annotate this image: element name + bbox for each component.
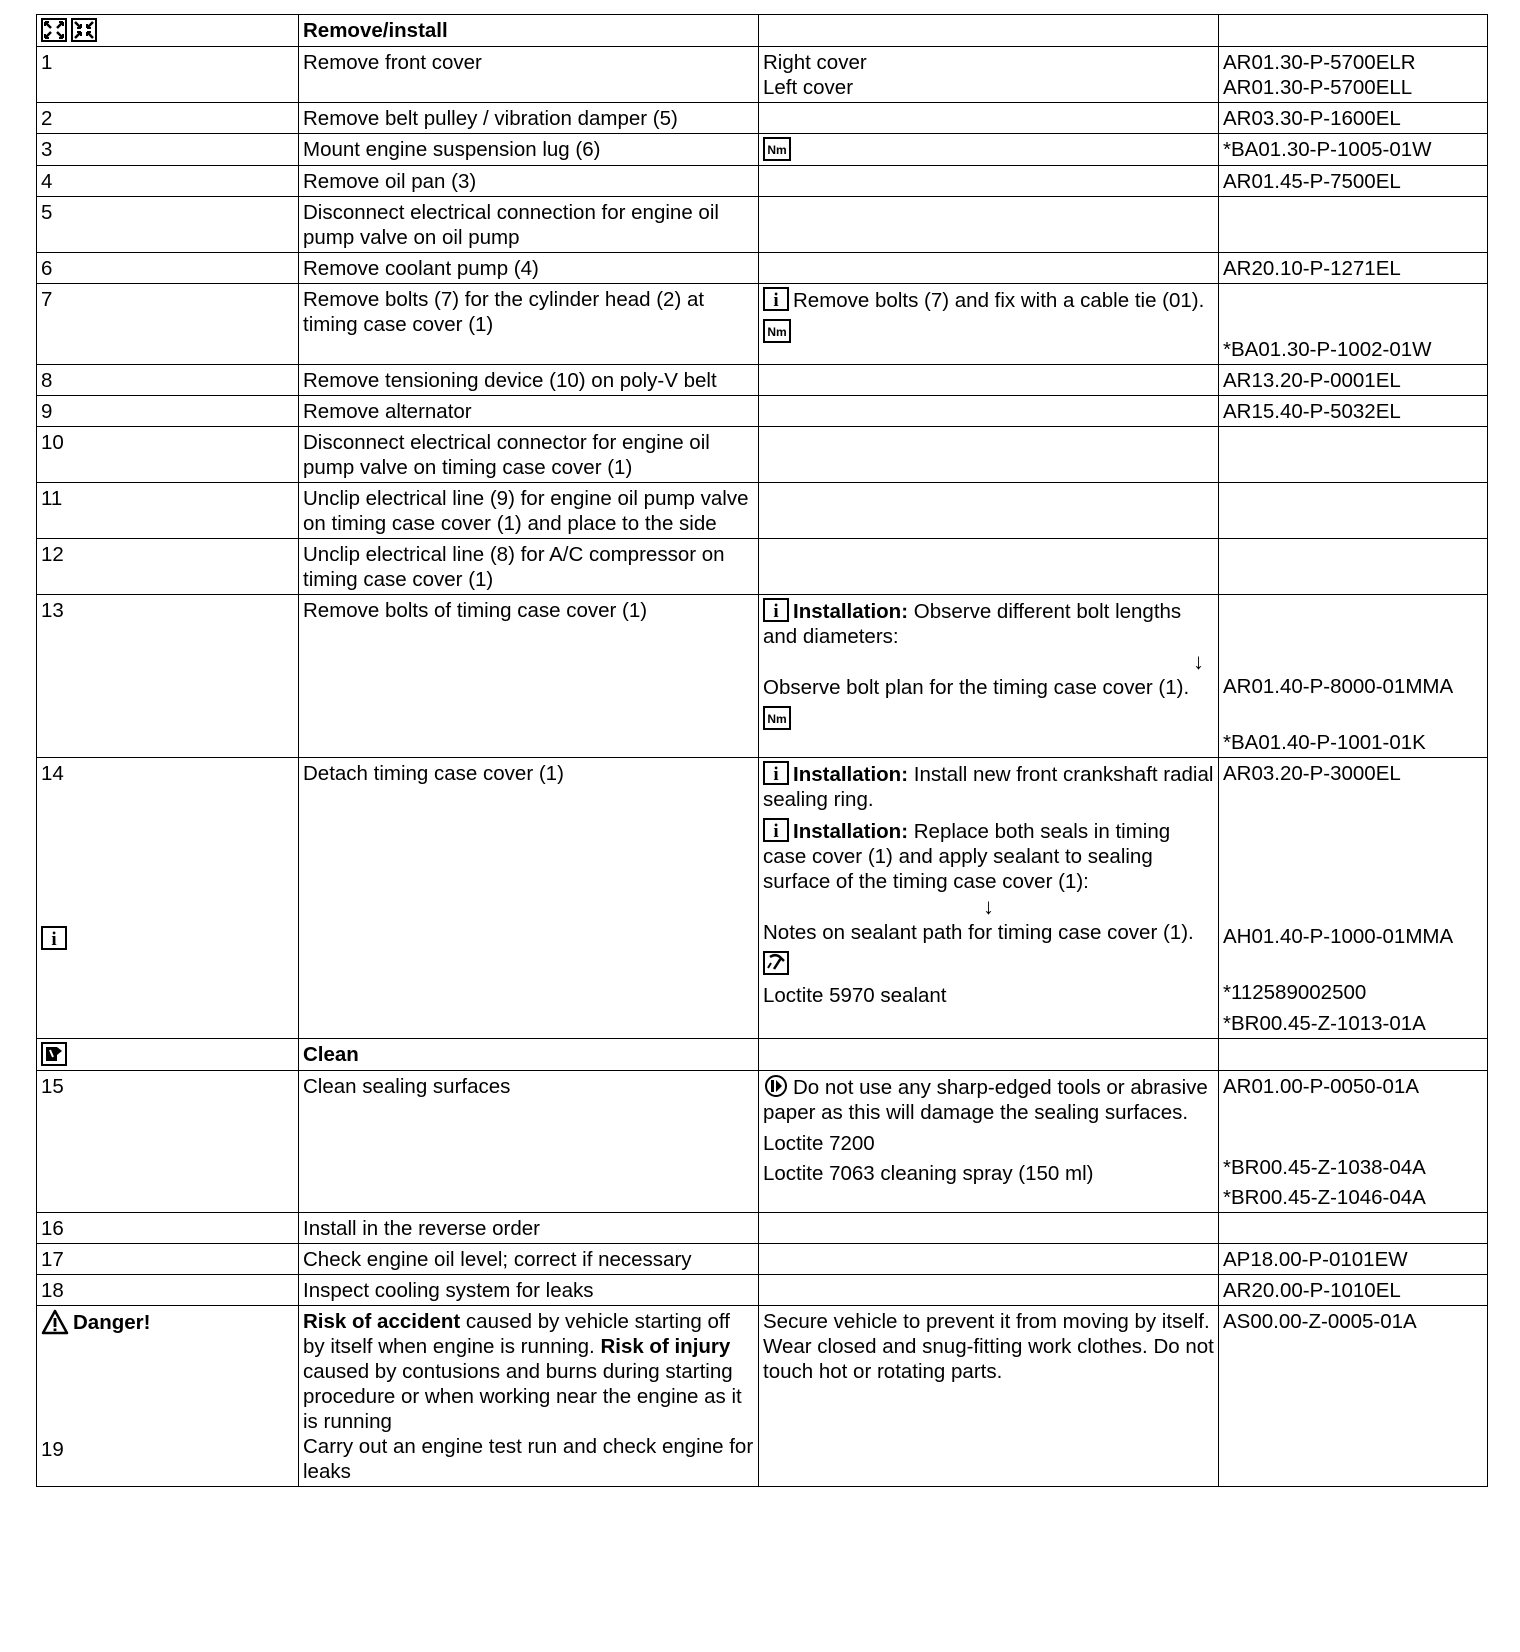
step-number: 10 [37, 427, 299, 483]
table-row [37, 1071, 1488, 1213]
header-icons-cell [37, 15, 299, 47]
table-row [37, 758, 1488, 1039]
note: Remove bolts (7) and fix with a cable tie (01). [793, 289, 1205, 312]
step-text: Unclip electrical line (8) for A/C compressor on timing case cover (1) [299, 539, 759, 595]
step-text: Remove bolts of timing case cover (1) [299, 595, 759, 758]
step-text: Detach timing case cover (1) [299, 758, 759, 1039]
installation-label: Installation: [793, 763, 909, 786]
installation-text: Install new front crankshaft radial sealing ring. [763, 763, 1214, 811]
step-number: 14 [41, 762, 64, 785]
svg-text:i: i [51, 929, 57, 950]
table-row [37, 15, 1488, 47]
reference-link[interactable]: AR20.10-P-1271EL [1219, 253, 1488, 284]
note: Right cover [763, 51, 867, 74]
note: Do not use any sharp-edged tools or abrasive paper as this will damage the sealing surfaces. [763, 1076, 1208, 1124]
safety-measure: Secure vehicle to prevent it from moving by itself. [763, 1310, 1210, 1333]
step-number: 11 [37, 483, 299, 539]
step-number: 7 [37, 284, 299, 365]
procedure-table [36, 14, 1488, 1487]
caution-icon [763, 1074, 789, 1098]
info-icon [763, 761, 789, 785]
step-text: Disconnect electrical connector for engine oil pump valve on timing case cover (1) [299, 427, 759, 483]
step-number: 3 [37, 134, 299, 166]
step-number: 13 [37, 595, 299, 758]
reference-link[interactable]: AR15.40-P-5032EL [1219, 396, 1488, 427]
step-number: 19 [41, 1438, 64, 1461]
installation-label: Installation: [793, 600, 909, 623]
table-row [37, 1306, 1488, 1487]
reference-link[interactable]: *BA01.30-P-1002-01W [1223, 338, 1432, 361]
step-text: Remove oil pan (3) [299, 166, 759, 197]
table-row [37, 427, 1488, 483]
step-number: 6 [37, 253, 299, 284]
step-text: Remove alternator [299, 396, 759, 427]
table-row [37, 284, 1488, 365]
note: Left cover [763, 76, 854, 99]
table-row [37, 134, 1488, 166]
step-number: 2 [37, 103, 299, 134]
install-icon [71, 18, 97, 42]
section-title: Remove/install [299, 15, 759, 47]
torque-nm-icon[interactable] [763, 706, 791, 730]
svg-text:Nm: Nm [767, 712, 787, 726]
reference-link[interactable]: AP18.00-P-0101EW [1219, 1244, 1488, 1275]
step-text: Mount engine suspension lug (6) [299, 134, 759, 166]
step-text: Remove bolts (7) for the cylinder head (2) at timing case cover (1) [299, 284, 759, 365]
sealant-name: Loctite 5970 sealant [763, 984, 947, 1007]
table-row [37, 539, 1488, 595]
safety-measure: Wear closed and snug-fitting work clothes. Do not touch hot or rotating parts. [763, 1335, 1214, 1383]
special-tool-icon[interactable] [763, 951, 789, 975]
reference-link[interactable]: AR03.30-P-1600EL [1219, 103, 1488, 134]
note: Notes on sealant path for timing case cover (1). [763, 921, 1194, 944]
step-text: Unclip electrical line (9) for engine oil pump valve on timing case cover (1) and place to the side [299, 483, 759, 539]
danger-label: Danger! [41, 1309, 150, 1335]
step-text: Remove belt pulley / vibration damper (5) [299, 103, 759, 134]
reference-link[interactable]: *BA01.30-P-1005-01W [1219, 134, 1488, 166]
reference-link[interactable]: *BR00.45-Z-1038-04A [1223, 1156, 1426, 1179]
table-row [37, 103, 1488, 134]
step-number: 8 [37, 365, 299, 396]
cleaning-agent: Loctite 7200 [763, 1132, 875, 1155]
reference-link[interactable]: AR13.20-P-0001EL [1219, 365, 1488, 396]
step-number: 16 [37, 1213, 299, 1244]
svg-text:Nm: Nm [767, 143, 787, 157]
table-row [37, 47, 1488, 103]
table-row [37, 253, 1488, 284]
table-row [37, 396, 1488, 427]
info-icon [763, 287, 789, 311]
svg-text:Nm: Nm [767, 325, 787, 339]
table-row [37, 1275, 1488, 1306]
reference-link[interactable]: *112589002500 [1223, 981, 1367, 1004]
reference-link[interactable]: AR01.45-P-7500EL [1219, 166, 1488, 197]
clean-icon [41, 1042, 67, 1066]
torque-nm-icon[interactable] [763, 319, 791, 343]
step-number: 15 [37, 1071, 299, 1213]
installation-text: Observe different bolt lengths and diameters: [763, 600, 1182, 648]
step-number: 4 [37, 166, 299, 197]
cleaning-agent: Loctite 7063 cleaning spray (150 ml) [763, 1162, 1094, 1185]
reference-link[interactable]: AR01.00-P-0050-01A [1223, 1075, 1420, 1098]
section-title: Clean [299, 1039, 759, 1071]
reference-link[interactable]: *BA01.40-P-1001-01K [1223, 731, 1426, 754]
table-row [37, 166, 1488, 197]
step-text: Remove front cover [299, 47, 759, 103]
info-icon [41, 926, 67, 950]
arrow-down-icon: ↓ [983, 894, 994, 919]
table-row [37, 595, 1488, 758]
reference-link[interactable]: *BR00.45-Z-1013-01A [1223, 1012, 1426, 1035]
installation-text: Replace both seals in timing case cover (1) and apply sealant to sealing surface of the timing case cover (1): [763, 820, 1171, 893]
note: Observe bolt plan for the timing case cover (1). [763, 676, 1190, 699]
table-row [37, 1039, 1488, 1071]
step-text: Remove tensioning device (10) on poly-V belt [299, 365, 759, 396]
remove-icon [41, 18, 67, 42]
table-row [37, 365, 1488, 396]
step-text: Install in the reverse order [299, 1213, 759, 1244]
danger-description: Risk of accident caused by vehicle starting off by itself when engine is running. Risk of injury caused by contusions and burns during starting procedure or when working near the engine as it is running [303, 1310, 742, 1433]
reference-link[interactable]: AR03.20-P-3000EL [1223, 762, 1401, 785]
torque-nm-icon[interactable] [763, 137, 791, 161]
reference-link[interactable]: AR01.30-P-5700ELL [1223, 76, 1413, 99]
reference-link[interactable]: AR01.30-P-5700ELR [1223, 51, 1416, 74]
table-row [37, 483, 1488, 539]
svg-text:i: i [773, 290, 779, 311]
step-number: 17 [37, 1244, 299, 1275]
svg-text:i: i [773, 601, 779, 622]
step-text: Inspect cooling system for leaks [299, 1275, 759, 1306]
reference-link[interactable]: AR01.40-P-8000-01MMA [1223, 675, 1454, 698]
reference-link[interactable]: AR20.00-P-1010EL [1219, 1275, 1488, 1306]
arrow-down-icon: ↓ [1193, 649, 1204, 674]
step-number: 18 [37, 1275, 299, 1306]
reference-link[interactable]: AS00.00-Z-0005-01A [1219, 1306, 1488, 1487]
info-icon [763, 818, 789, 842]
installation-label: Installation: [793, 820, 909, 843]
step-text: Check engine oil level; correct if necessary [299, 1244, 759, 1275]
table-row [37, 1244, 1488, 1275]
step-number: 12 [37, 539, 299, 595]
table-row [37, 197, 1488, 253]
step-number: 1 [37, 47, 299, 103]
step-text: Disconnect electrical connection for engine oil pump valve on oil pump [299, 197, 759, 253]
warning-triangle-icon [41, 1309, 69, 1335]
info-icon [763, 598, 789, 622]
table-row [37, 1213, 1488, 1244]
step-number: 9 [37, 396, 299, 427]
reference-link[interactable]: *BR00.45-Z-1046-04A [1223, 1186, 1426, 1209]
step-text: Remove coolant pump (4) [299, 253, 759, 284]
step-number: 5 [37, 197, 299, 253]
svg-text:i: i [773, 821, 779, 842]
reference-link[interactable]: AH01.40-P-1000-01MMA [1223, 925, 1454, 948]
step-text: Carry out an engine test run and check engine for leaks [303, 1435, 754, 1483]
svg-text:i: i [773, 764, 779, 785]
step-text: Clean sealing surfaces [299, 1071, 759, 1213]
